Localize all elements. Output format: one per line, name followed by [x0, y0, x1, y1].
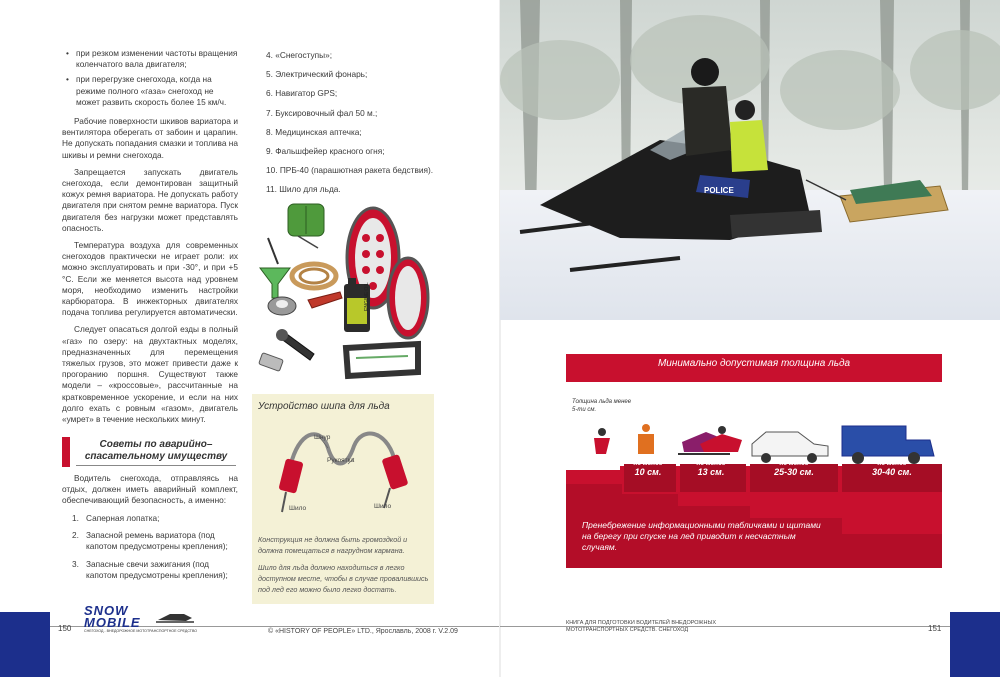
ice-pick-title: Устройство шипа для льда [258, 401, 390, 412]
page-corner-left [0, 612, 50, 677]
book-title-line-2: МОТОТРАНСПОРТНЫХ СРЕДСТВ. СНЕГОХОД [566, 627, 689, 633]
label-rope: Шнур [314, 434, 331, 441]
step-min: не менее [696, 460, 726, 467]
page-corner-right [950, 612, 1000, 677]
logo-snowmobile-icon [156, 608, 196, 624]
car-icon [752, 432, 828, 463]
ice-pick-left-icon [278, 458, 303, 512]
paragraph: Температура воздуха для современных снегоходов практически не играет роли: их можно эксплуатировать и при -30°, и при +5 °С. Если же меняется высота над уровнем моря, необходимо изменить настройки карбюратора. В инжекторных двигателях подача топлива регулируется автоматически. [62, 240, 238, 318]
list-number: 3. [72, 558, 79, 569]
step-min: не менее [877, 460, 907, 467]
intro-paragraph: Водитель снегохода, отправляясь на отдых, должен иметь аварийный комплект, обеспечивающий безопасность, а именно: [62, 473, 238, 506]
snowmobile-photo [500, 0, 1000, 320]
section-intro [62, 473, 238, 513]
list-item: 7. Буксировочный фал 50 м.; [266, 107, 378, 118]
ice-pick-note-1: Конструкция не должна быть громоздкой и должна помещаться в нагрудном кармана. [258, 535, 408, 555]
step-label [678, 460, 744, 477]
book-title-line-1: КНИГА ДЛЯ ПОДГОТОВКИ ВОДИТЕЛЕЙ ВНЕДОРОЖНЫХ [566, 620, 717, 626]
truck-icon [842, 426, 934, 464]
oil-can-icon [344, 278, 370, 332]
funnel-icon [260, 268, 290, 298]
step-min: не менее [633, 460, 663, 467]
ice-pick-diagram [262, 418, 432, 518]
list-text: Запасные свечи зажигания (под капотом предусмотрены крепления); [86, 558, 228, 580]
copyright: © «HISTORY OF PEOPLE» LTD., Ярославль, 2008 г. V.2.09 [268, 628, 458, 635]
equipment-illustration [258, 198, 438, 393]
paragraph: Следует опасаться долгой езды в полный «газ» по озеру: на двухтактных моделях, предназначенных для перемещения тяжелых грузов, это может привести даже к прогоранию поршня. Существуют также модели – «кроссовые», рассчитанные на кратковременное ускорение, и если на них долго ехать с ровным «газом», двигатель «умрет» в течение нескольких минут. [62, 324, 238, 425]
label-pick-right: Шило [374, 503, 392, 510]
person-falling-icon [594, 428, 610, 454]
list-item: 6. Навигатор GPS; [266, 88, 338, 99]
ice-label: Толщина льда менее 5-ти см. [572, 399, 632, 413]
bullet-item: • при перегрузке снегохода, когда на режиме полного «газа» снегоход не может развить скорость более 15 км/ч. [62, 74, 238, 108]
step-value: 10 см. [634, 467, 662, 477]
bullet-item: • при резком изменении частоты вращения коленчатого вала двигателя; [62, 48, 238, 70]
list-item [72, 559, 238, 581]
list-item [72, 513, 238, 524]
label-handle: Рукоятка [327, 457, 355, 464]
section-heading-box [62, 437, 238, 467]
knife-icon [308, 292, 342, 308]
step-value: 13 см. [697, 467, 725, 477]
list-number: 1. [72, 513, 79, 523]
person-fishing-icon [638, 424, 654, 454]
police-text: POLICE [704, 186, 734, 195]
numbered-list [72, 513, 238, 587]
left-column [62, 48, 238, 431]
phone-icon [259, 353, 284, 372]
list-item: 10. ПРБ-40 (парашютная ракета бедствия). [266, 165, 434, 176]
list-item: 8. Медицинская аптечка; [266, 126, 362, 137]
step-label [622, 460, 674, 477]
paragraph: Рабочие поверхности шкивов вариатора и вентилятора оберегать от забоин и царапин. Не допускать попадания смазки и топлива на шкивы и ремни снегохода. [62, 116, 238, 160]
list-text: Саперная лопатка; [86, 513, 160, 523]
section-heading: Советы по аварийно–спасательному имуществу [76, 439, 236, 466]
oil-can-label: ENGINE OIL [364, 282, 370, 311]
heading-accent-bar [62, 437, 70, 467]
paragraph: Запрещается запускать двигатель снегохода, если демонтирован защитный кожух ремня вариатора. Не допускать работу двигателя при снятом ремне вариатора. Пуск двигателя без нагрузки может представлять опасность. [62, 166, 238, 233]
list-item [72, 530, 238, 552]
ice-pick-note-2: Шило для льда должно находиться в легко доступном месте, чтобы в случае провалившись под лед его можно было легко достать. [258, 563, 429, 594]
page-number-right: 151 [928, 624, 942, 633]
logo-line-1: SNOW [84, 603, 129, 618]
page-number-left: 150 [58, 624, 72, 633]
ice-chart-title: Минимально допустимая толщина льда [657, 358, 851, 369]
label-pick-left: Шило [289, 505, 307, 512]
list-item: 11. Шило для льда. [266, 184, 341, 195]
ice-chart [566, 354, 942, 568]
logo-line-2: MOBILE [84, 615, 141, 630]
list-item: 9. Фальшфейер красного огня; [266, 146, 385, 157]
step-label [750, 460, 838, 477]
equipment-list [266, 50, 446, 204]
ice-pick-right-icon [381, 454, 408, 508]
step-value: 30-40 см. [872, 467, 912, 477]
step-min: не менее [779, 460, 809, 467]
list-number: 2. [72, 530, 79, 541]
book-title [566, 620, 766, 634]
list-item: 4. «Снегоступы»; [266, 50, 333, 60]
belt-icon [346, 344, 418, 376]
step-label [842, 460, 942, 477]
list-item: 5. Электрический фонарь; [266, 69, 368, 80]
ice-warning: Пренебрежение информационными табличками и щитами на берегу при спуске на лед приводит к несчастным случаям. [582, 520, 821, 552]
step-value: 25-30 см. [774, 467, 814, 477]
logo-subtitle: СНЕГОХОД - ВНЕДОРОЖНОЕ МОТОТРАНСПОРТНОЕ СРЕДСТВО [84, 629, 198, 633]
list-text: Запасной ремень вариатора (под капотом предусмотрены крепления); [86, 530, 228, 552]
